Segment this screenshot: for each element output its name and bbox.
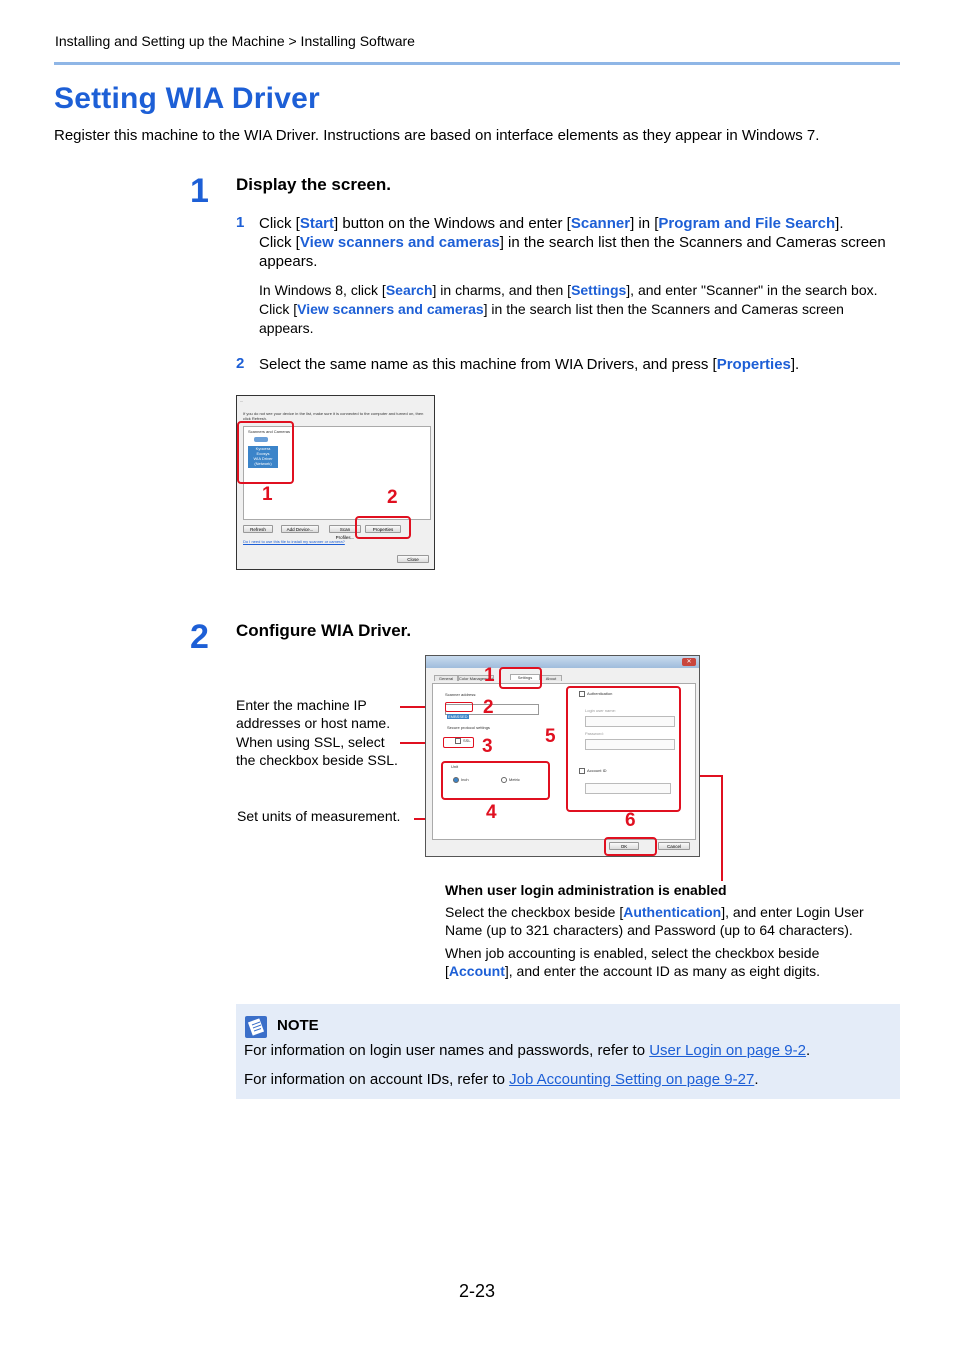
marker-s2-4: 4 [486, 802, 497, 823]
ssl-label: SSL [463, 738, 471, 743]
breadcrumb: Installing and Setting up the Machine > Installing Software [55, 33, 415, 49]
secure-protocol-label: Secure protocol settings [447, 725, 490, 730]
marker-s2-2: 2 [483, 697, 494, 718]
marker-1: 1 [262, 484, 273, 505]
connector-auth-v [721, 775, 723, 881]
add-device-button[interactable]: Add Device... [281, 525, 319, 533]
wia-device-item[interactable]: Kyocera Ecosys WIA Driver (Network) [248, 446, 278, 468]
cancel-button[interactable]: Cancel [658, 842, 690, 850]
tab-general[interactable]: General [434, 675, 458, 681]
highlight-ok [604, 837, 657, 856]
login-user-label: Login user name: [585, 708, 616, 713]
highlight-unit [441, 761, 550, 800]
highlight-properties [355, 516, 411, 539]
step-2-number: 2 [190, 618, 209, 656]
login-admin-p1: Select the checkbox beside [Authentication], and enter Login User Name (up to 321 characters) and Password (up to 64 characters). [445, 904, 864, 938]
inch-label: Inch [461, 777, 469, 782]
intro-text: Register this machine to the WIA Driver. Instructions are based on interface elements as they appear in Windows 7. [54, 127, 820, 144]
highlight-settings-tab [499, 667, 542, 689]
login-admin-p2: When job accounting is enabled, select the checkbox beside [Account], and enter the account ID as many as eight digits. [445, 945, 821, 979]
header-rule [54, 62, 900, 65]
properties-button[interactable]: Properties [365, 525, 401, 533]
scanner-address-input[interactable]: EMBSSED [445, 704, 539, 715]
substep-2-number: 2 [236, 355, 245, 372]
dialog-titlebar [426, 656, 699, 668]
ok-button[interactable]: OK [609, 842, 639, 850]
page-title: Setting WIA Driver [54, 82, 320, 115]
substep-1-text: Click [Start] button on the Windows and enter [Scanner] in [Program and File Search]. Click [View scanners and cameras] in the search list then the Scanners and Cameras screen appears. [259, 215, 886, 270]
refresh-button[interactable]: Refresh [243, 525, 273, 533]
authentication-label: Authentication [587, 691, 613, 696]
highlight-ssl [443, 737, 474, 748]
marker-s2-1: 1 [484, 665, 495, 686]
unit-label: Unit [451, 764, 459, 769]
callout-units: Set units of measurement. [237, 808, 401, 824]
account-label: Account ID [587, 768, 607, 773]
dialog-message: If you do not see your device in the list, make sure it is connected to the computer and turned on, then click Refresh. [243, 411, 424, 421]
user-login-link[interactable]: User Login on page 9-2 [649, 1042, 806, 1059]
highlight-device [237, 421, 294, 484]
marker-s2-3: 3 [482, 736, 493, 757]
highlight-auth [566, 686, 681, 812]
step-1-heading: Display the screen. [236, 175, 391, 194]
note-box [236, 1004, 900, 1099]
group-label: Scanners and Cameras [248, 429, 291, 434]
step-2-heading: Configure WIA Driver. [236, 621, 412, 640]
callout-ssl: When using SSL, select the checkbox beside SSL. [236, 734, 398, 768]
substep-2-text: Select the same name as this machine from WIA Drivers, and press [Properties]. [259, 356, 800, 373]
callout-ip: Enter the machine IP addresses or host name. [236, 697, 391, 731]
highlight-address [445, 702, 473, 712]
login-admin-heading: When user login administration is enabled [445, 882, 727, 898]
page-number: 2-23 [459, 1281, 496, 1301]
note-line-1: For information on login user names and passwords, refer to User Login on page 9-2. [244, 1042, 811, 1059]
substep-1-number: 1 [236, 214, 245, 231]
metric-label: Metric [509, 777, 520, 782]
help-link[interactable]: Do I need to use this file to install my scanner or camera? [243, 539, 345, 544]
tab-color-management[interactable]: Color Management [459, 676, 494, 681]
note-line-2: For information on account IDs, refer to Job Accounting Setting on page 9-27. [244, 1071, 759, 1088]
note-icon [245, 1016, 267, 1038]
tab-settings[interactable]: Settings [510, 674, 540, 680]
windows8-note: In Windows 8, click [Search] in charms, and then [Settings], and enter "Scanner" in the search box. Click [View scanners and cameras] in the search list then the Scanners and Cameras screen appears. [259, 282, 878, 336]
close-button[interactable]: Close [397, 555, 429, 563]
tab-about[interactable]: About [540, 675, 562, 681]
scan-profiles-button[interactable]: Scan Profiles... [329, 525, 361, 533]
dialog-title: ... [240, 398, 244, 403]
step-1-number: 1 [190, 172, 209, 210]
note-label: NOTE [277, 1017, 319, 1034]
marker-2: 2 [387, 487, 398, 508]
marker-s2-6: 6 [625, 810, 636, 831]
password-label: Password: [585, 731, 604, 736]
close-icon[interactable]: ✕ [682, 658, 696, 666]
marker-s2-5: 5 [545, 726, 556, 747]
scanner-address-label: Scanner address: [445, 692, 477, 697]
job-accounting-link[interactable]: Job Accounting Setting on page 9-27 [509, 1071, 755, 1088]
